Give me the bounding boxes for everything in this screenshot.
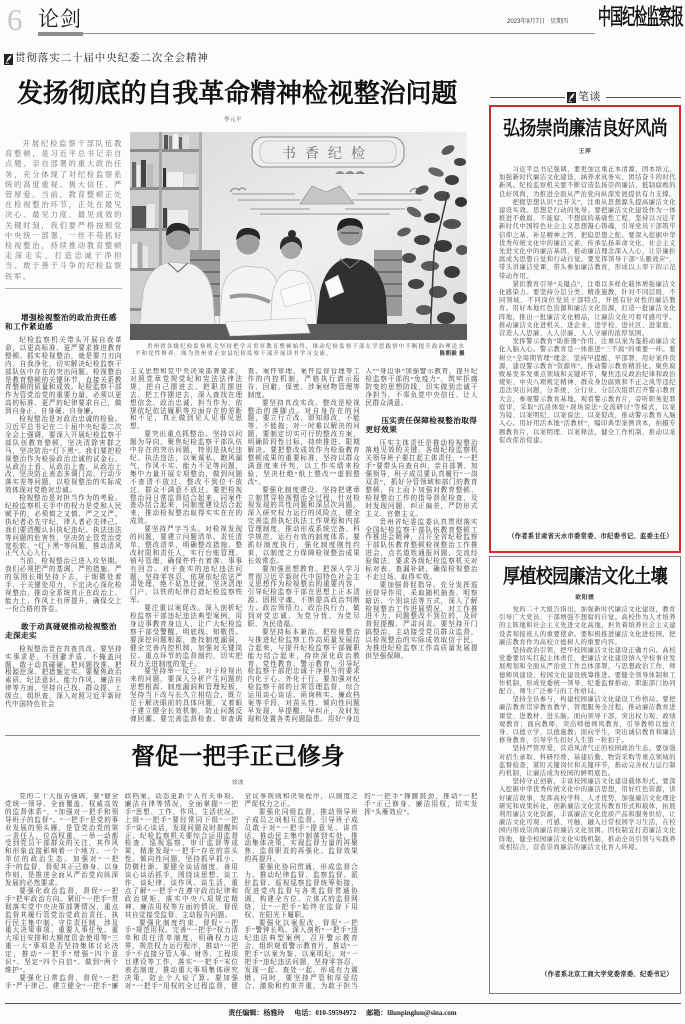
column-label-text: 笔谈 bbox=[578, 91, 601, 103]
sign-text: 书香纪检 bbox=[282, 147, 374, 162]
sidebar-article-2-title: 厚植校园廉洁文化土壤 bbox=[503, 565, 667, 587]
sidebar-article-2-byline: 欧阳媛 bbox=[575, 595, 595, 601]
section-heading: 压实责任保障检视整治取得更好效果 bbox=[365, 415, 478, 434]
sidebar-article-1-body bbox=[499, 166, 676, 530]
paragraph: 党的二十大报告指出，加强新时代廉洁文化建设，教育引导广大党员、干部增强不想腐的自觉。高校作为人才培养的主阵地和社会主义先进文化高地，担负着培养社会主义建设者和接班人的重要使命。要积极推进廉洁文化进校园，把廉洁教育作为高校立德树人的重要内容。 bbox=[499, 606, 676, 646]
issue-date bbox=[507, 18, 568, 26]
paragraph: 要强化政治监督，督促“一把手”把牢政治方向。紧盯“一把手”贯彻落实党中央决策部署情况，重点监督其履行管党治党政治责任、执行民主集中制、守住责任制，涉及重大决策事项、重要人事任免、重大项目安排和大额度资金使用等“三重一大”事项是否坚持集体讨论决定，推动“一把手”增强“四个意识”、坚定“四个自信”、做到“两个维护”。 bbox=[5, 887, 119, 974]
topic-kicker bbox=[4, 53, 209, 65]
lead-article-title: 发扬彻底的自我革命精神检视整治问题 bbox=[17, 79, 458, 108]
paragraph: 要加强思想教育。把深入学习贯彻习近平新时代中国特色社会主义思想作为检视整治的重要内容，引导纪检监察干部在思想上正本清源、固根守魂，不断提高政治判断力、政治领悟力、政治执行力，做到对党忠诚、为党分忧、为党尽职、为民造福。 bbox=[247, 565, 361, 628]
lead-article-byline: 李元平 bbox=[223, 117, 242, 123]
article-divider bbox=[5, 735, 480, 736]
kicker-text: 贯彻落实二十届中央纪委二次全会精神 bbox=[15, 53, 209, 64]
paragraph: 当前，检视整治已进入攻坚期。我们必须把严的基调、严的措施、严的氛围长期坚持下去，于细微处着手、于关键处用力，下定决心深化检视整治，推动全系统真正在政治上、能力上、作风上有所提升，确保交上一份合格的答卷。 bbox=[5, 558, 122, 613]
intro-divider bbox=[5, 288, 122, 289]
photo-reading-session bbox=[130, 132, 467, 340]
paragraph: 检视整治贵在真查真改。要坚持实事求是，不回避矛盾、不掩盖问题，敢于动真碰硬，把问题找准、把根源挖深、把措施定实。要聚焦政治素质、纪法意识、能力作风、廉洁自律等方面，坚持自己找、群众提、上级点、组织查，深入对照习近平新时代中国特色社会 bbox=[5, 645, 122, 709]
paragraph: 要强化以案促改，督促“一把手”警钟长鸣。深入剖析“一把手”违纪违法典型案例，召开警示教育会，组织观看警示教育片，推动“一把手”以案为鉴、以案明纪。对“一把手”违纪违法问题，坚持零容忍，发现一起、查处一起，形成有力震慑。同时，要坚持严管和厚爱结合、激励和约束并重，为敢于担当的“一把手”撑腰鼓劲，推动“一把手”正己修身、廉洁用权，切实发挥“头雁效应”。 bbox=[244, 793, 478, 990]
section-name: 论剑 bbox=[38, 7, 82, 31]
photo-credit: 陈朝毅 摄 bbox=[439, 351, 465, 358]
lead-article-intro: 开展纪检监察干部队伍教育整顿，是习近平总书记亲自点题、亲自部署的重大政治任务，充分体现了对纪检监察系统的高度重视、极大信任、严管厚爱。当前，教育整顿正处在检视整治环节，正处在最见决心、最见力度、最见成效的关键时刻，我们要严格按照党中央统一部署，一丝不苟抓好检视整治，持续推动教育整顿走深走实，打造忠诚干净担当、敢于善于斗争的纪检监察铁军。 bbox=[5, 139, 123, 281]
lead-article-left-column bbox=[5, 313, 122, 731]
second-article-body-columns bbox=[5, 793, 478, 995]
paragraph: 党的二十大报告强调，要“健全党统一领导、全面覆盖、权威高效的监督体系”，“加强对一把手和领导班子的监督”。“一把手”是党的事业发展的领头雁，是管党治党的第一责任人，位高权重，一举一动都受到党员干部群众的关注，其作风和形象直接影响着一个地方、一个单位的政治生态。加强对“一把手”的监督，督促其正己修身、以身作则，是推进全面从严治党向纵深发展的必然要求。 bbox=[5, 793, 119, 887]
paragraph: 坚持严管厚爱，营造风清气正的校园政治生态。要加强对招生录取、科研经费、基建后勤、物资采购等重点领域的监督检查，紧盯关键岗位和关键环节，推动完善权力运行制约机制，让廉洁成为校园的鲜明底色。 bbox=[499, 745, 676, 778]
date-text: 2023年9月7日 bbox=[507, 19, 546, 25]
photo-caption bbox=[135, 344, 465, 359]
label-rule-right bbox=[606, 97, 681, 98]
sidebar-article-1-author-note: （作者系甘肃省天水市委常委、市纪委书记、监委主任） bbox=[508, 533, 673, 540]
paragraph: 要突出重点抓整治。坚持以问题为导向，聚焦纪检监察干部队伍中存在的突出问题，特别是执纪违纪、执法违法，以案谋私、跑风漏气，作风不实、能力不足等问题，集中力量开展专项整治，做到问题不查清不放过、整改不到位不放过、群众不满意不放过。要把检视整治同日常监督结合起来，同案件查办结合起来，同制度建设结合起来，推动检视整治取得实实在在的成效。 bbox=[130, 431, 243, 526]
paragraph: 检视整治是对政治忠诚的检验。习近平总书记在二十届中央纪委二次全会上强调，要深入开展纪检监察干部队伍教育整顿，坚决清除害群之马，坚决防治“灯下黑”。我们要把检视整治作为检验政治忠诚的试金石，从政治上看、从政治上查、从政治上改，坚决防止表态多调门高、行动少落实差等问题，以检视整治的实际成效体现对党绝对忠诚。 bbox=[5, 416, 122, 495]
paragraph: 要强化制度建设。坚持把建章立制贯穿检视整治全过程，针对检视发现的共性问题和深层次问题，深入研究权力运行的风险点，健全完善监督执纪执法工作规程和内部管理制度，推动形成系统完备、科学规范、运行有效的制度体系。要抓好制度执行，强化制度刚性约束，以制度之力保障检视整治成果长效常态。 bbox=[247, 486, 361, 565]
section-underline-bar bbox=[38, 32, 83, 36]
page-footer bbox=[0, 1009, 685, 1018]
footer-rule bbox=[5, 1003, 681, 1004]
page-number: 6 bbox=[7, 2, 23, 37]
label-rule-left bbox=[490, 97, 565, 98]
footer-phone: 电话：010-59594972 bbox=[294, 1009, 357, 1017]
second-article-title: 督促一把手正己修身 bbox=[131, 744, 345, 770]
paragraph: 检视整治是对担当作为的考验。纪检监察机关手中的权力是党和人民赋予的，必须慎之又慎、严之又严。执纪者必先守纪，律人者必先律己。我们要清醒认识执纪违纪、执法违法等问题的危害性，坚决防止管党治党宽松软、“灯下黑”等问题，推动清风正气入心入行。 bbox=[5, 495, 122, 558]
quill-pen-icon bbox=[4, 54, 13, 65]
paragraph: 要强化协同贯通，形成监督合力。推动纪律监督、监察监督、派驻监督、巡视巡察监督统筹衔接，促进党内监督与各类监督贯通协调，构建全方位、立体式的监督网络，让“一把手”始终在监督下用权、在阳光下履职。 bbox=[244, 864, 359, 919]
sidebar-article-1-title: 弘扬崇尚廉洁良好风尚 bbox=[503, 117, 667, 139]
newspaper-masthead-logo: 中国纪检监察报 bbox=[598, 6, 683, 32]
paragraph: 要坚持举一反三。对于检视出来的问题，要深入分析产生问题的思想根源、制度漏洞和管理短板，坚持当下改与长久立相结合，既立足于解决眼前的具体问题，又着眼于建立健全长效机制，防止问题反弹回潮。要完善监督检查、审查调查、案件审理、案件监督管理等工作的内控机制，严格执行请示报告、回避、保密、涉案财物管理等制度。 bbox=[130, 368, 361, 723]
paragraph-continued: 主义思想和党中央决策部署要求，对照党章党规党纪和宪法法律法规，把自己摆进去、把职责摆进去、把工作摆进去，深入查找在理想信念、政治忠诚、担当作为、依规依纪依法履职等方面存在的差距和不足，真正做到见人见事见思想。 bbox=[130, 368, 243, 431]
footer-editor: 责任编辑：杨雅玲 bbox=[228, 1009, 285, 1017]
paragraph: 纪检监察机关带头开展自我革命，以更高标准、更严要求推进教育整顿、抓实检视整治，就是要刀刃向内、自我净化，切实解决纪检监察干部队伍中存在的突出问题。检视整治是教育整顿的关键环节，直接关系教育整顿的质量和成效。纪检监察干部作为管党治党的重要力量，必须以更高的标准、更严的纪律要求自己，做到自身正、自身硬、自身廉。 bbox=[5, 337, 122, 416]
paragraph: 坚持政治引领，把牢校园廉洁文化建设正确方向。高校党委要切实扛起主体责任，把廉洁文化建设纳入学校事业发展规划和全面从严治党工作总体部署，与思想政治工作、师德师风建设、校园文化建设统筹推进。要健全领导体制和工作机制，形成党委统一领导、纪委监督推动、职能部门协同配合、师生广泛参与的工作格局。 bbox=[499, 647, 676, 696]
sidebar-article-2-body bbox=[499, 606, 676, 968]
footer-email: 邮箱：lilunpinglun@sina.com bbox=[366, 1009, 457, 1017]
paragraph: 要加强督促指导。充分发挥巡回督导作用，采取随机抽查、明察暗访、个别谈话等方式，深入了解检视整治工作进展情况，对工作推进不力、问题整改不到位的，及时督促提醒、严肃问责。要坚持开门搞整治，主动接受党员群众监督，以检视整治的实际成效取信于民，为推进纪检监察工作高质量发展提供坚强保障。 bbox=[365, 581, 478, 660]
header-rule bbox=[83, 33, 595, 34]
paragraph: 压实主体责任是推动检视整治落地见效的关键。各级纪检监察机关领导班子要扛起主体责任，“一把手”要带头自查自纠，亲自部署、加强领导，班子成员要认真履行“一岗双责”，抓好分管领域和部门的教育整顿，自上而下加强对教育整顿、检视整治工作的指导督促检查，及时发现问题、纠正偏差，严防形式主义、官僚主义。 bbox=[365, 439, 478, 518]
paragraph: 要坚持严字当头。对检视发现的问题，要建立问题清单、责任清单、整改清单，明确整改措施、整改时限和责任人，实行台账管理、销号管理，确保件件有着落、事事有回音。对于查实的违纪违法问题，坚持零容忍，依规依纪依法严肃处理，绝不姑息迁就，坚决清理门户，以铁的纪律打造纪检监察铁军。 bbox=[130, 526, 243, 605]
lead-article-body-columns bbox=[130, 368, 478, 731]
second-article-byline: 徐波 bbox=[231, 780, 244, 786]
lead-article-photo bbox=[130, 132, 467, 340]
paragraph: 要强化制度约束，督促“一把手”规范用权。完善“一把手”权力清单和责任清单制度，明确权力边界，规范权力运行程序，推动“一把手”不直接分管人事、财务、工程项目建设等工作，落实“一把手”末位表态制度，推动重大事项集体研究决策，防止个人说了算。要加强对“一把手”用权的全过程监督，健全议事规则和决策程序，以制度之严促权力之正。 bbox=[124, 793, 359, 990]
paragraph: 要坚持标本兼治。把检视整治与推进纪检监察工作高质量发展结合起来，与提升纪检监察干部履职能力结合起来，持续深化政治教育、党性教育、警示教育，引导纪检监察干部把忠诚干净担当的要求内化于心、外化于行。要加强对纪检监察干部的日常管理监督，综合运用谈心谈话、函询核实、廉政档案等手段，对苗头性、倾向性问题早发现、早提醒、早纠正，及时发现和处置各类问题隐患。用好“身边人”“身边事”加强警示教育，提升纪检监察干部的“免疫力”，筑牢拒腐防变的思想防线，切实做到忠诚干净担当，不辜负党中央信任、让人民群众满意。 bbox=[247, 368, 478, 723]
paragraph: 习近平总书记强调，要更加注重正本清源、固本培元，加强新时代廉洁文化建设，涵养求真务实、团结奋斗的时代新风。纪检监察机关要不断营造弘扬崇尚廉洁、抵制腐败的良好风尚，为推进全面从严治党向纵深发展提供有力支撑。 bbox=[499, 166, 676, 198]
quill-pen-icon bbox=[567, 92, 576, 103]
paragraph: 要坚持真改实改。整改是检视整治的落脚点。对自身存在的问题，要立行立改、即知即改，不能等、不能拖；对一时难以解决的问题，要制定切实可行的整改方案，明确阶段性目标，持续推进、限期解决。要把整改成效作为检验教育整顿成果的重要标准，坚持以群众满意度来评判，以工作实绩来检验，坚决杜绝“纸上整改”“虚假整改”。 bbox=[247, 399, 361, 486]
weekday-text: 星期四 bbox=[550, 19, 569, 25]
paragraph: 坚持守正创新，丰富校园廉洁文化建设载体形式。要深入挖掘中华优秀传统文化中的廉洁思想，用好红色资源，讲好廉洁故事，发挥高校学科、人才优势，加强廉洁文化理论研究和成果转化，创新廉洁文化宣传教育形式和载体，拓展利用廉洁文化资源，丰富廉洁文化优质产品和服务供给，让廉洁文化可观、可感、可触，融入日常校园学习生活，在校园内形成崇尚廉洁的廉洁文化氛围。因校制宜打造廉洁文化阵地，健全校园廉洁文化实践机制，推动全员引领与实践养成相结合，营造崇尚廉洁的廉洁文化育人环境。 bbox=[499, 778, 676, 851]
sidebar-article-2-author-note: （作者系北京工商大学党委常委、纪委书记） bbox=[541, 971, 673, 978]
section-heading: 增强检视整治的政治责任感和工作紧迫感 bbox=[5, 313, 117, 331]
sidebar-article-1-byline: 王萍 bbox=[578, 149, 592, 155]
paragraph: 要强化日常监督，督促“一把手”严于律己。建立健全“一把手”廉政档案，动态更新个人有关事项、廉洁自律等情况，全面掌握“一把手”思想、工作、作风、生活状况。上级“一把手”要经常同下级“一把手”谈心谈话，发现问题及时提醒纠正。纪检监察机关要综合运用监督检查、巡视巡察、审计监督等成果，精准发现“一把手”存在的苗头性、倾向性问题，坚持抓早抓小、防微杜渐。要健全谈话制度，善用谈心谈话抓手，围绕谈思想、谈工作、谈纪律、谈作风、谈生活，重点了解“一把手”在遵守政治纪律和政治规矩、落实中央八项规定精神、廉洁用权等方面的情况，督促其自觉接受监督、主动报告问题。 bbox=[5, 793, 239, 990]
paragraph: 要强化同级监督，推动领导班子成员之间相互监督。引导班子成员敢于对“一把手”提意见、讲真话，推动民主集中制落到实处，推动集体决策，实现监督力量的再聚焦、监督职责的再强化、监督效果的再提升。 bbox=[244, 808, 359, 864]
section-heading: 敢于动真碰硬推动检视整治走深走实 bbox=[5, 621, 117, 640]
paragraph: 坚持全员参与，构建校园廉洁文化建设工作格局。要把廉洁教育贯穿教育教学、管理服务全过程，推动廉洁教育进课堂、进教材、进头脑。面向领导干部，突出权力观、政绩观教育；面向教师，突出师德师风教育，引导教师以德立身、以德立学、以德施教；面向学生，突出诚信教育和廉洁修身教育，引导学生扣好人生第一粒扣子。 bbox=[499, 696, 676, 745]
paragraph: 把握思想认识“总开关”，注重从思想源头提高廉洁文化建设实效。思想是行动的先导。要把廉洁文化建设作为一体推进不敢腐、不能腐、不想腐的基础性工程，坚持以习近平新时代中国特色社会主义思想凝心铸魂，引导党员干部筑牢信仰之基、补足精神之钙、把稳思想之舵。要深入挖掘中华优秀传统文化中的廉洁元素，传承弘扬革命文化、社会主义先进文化中的廉洁基因，推动廉洁理念深入人心，让崇廉拒腐成为思想自觉和行动自觉。要发挥领导干部“头雁效应”，带头讲廉洁党课、带头参加廉洁教育，形成以上率下的示范带动作用。 bbox=[499, 198, 676, 280]
paragraph: 紧扣教育引导“关键点”，注重以多样化载体增强廉洁文化感染力。要坚持分层分类、精准施教，针对不同层级、不同领域、不同岗位党员干部特点，开展有针对性的廉洁教育。用好本地红色资源和廉洁文化资源，打造一批廉洁文化阵地，推出一批廉洁文化精品，让廉洁文化可看可感可学。推动廉洁文化进机关、进企业、进学校、进社区、进家庭，营造人人思廉、人人崇廉、人人守廉的浓厚氛围。 bbox=[499, 280, 676, 338]
paragraph: 发挥警示教育“助推器”作用，注重以案为鉴推动廉洁文化入脑入心。警示教育是一体推进“三不腐”的重要一环。要树立“全周期管理”理念，坚持早提醒、早部署，用好案件资源，建设警示教育“资源库”，推动警示教育精准化。聚焦腐败易发多发重点领域和关键环节，聚焦违反政治纪律和政治规矩、中央八项规定精神、群众身边腐败和不正之风等违纪违法突出问题，分系统、分行业、分层次组织召开警示教育大会，参观警示教育基地，观看警示教育片，旁听职务犯罪庭审，采取“沉浸体验+现场说法+交流研讨”等模式，以案为镜、以案明纪、以案说法、以案促改，推动警示教育入脑入心。用好用活本地“活教材”，编印典型案例读本，拍摄专题教育片，以案明理、以案释法，健全工作机制，推动以案促改促治促建。 bbox=[499, 338, 676, 444]
paragraph: 要注重以案促改。深入剖析纪检监察干部违纪违法典型案例，用身边事教育身边人，让广大纪检监察干部受警醒、明底线、知敬畏。要深挖问题根源，查找制度漏洞，健全完善内控机制，加强对关键岗位、重点环节的监督制约，切实把权力关进制度的笼子。 bbox=[130, 605, 243, 668]
column-label-bitan bbox=[490, 91, 681, 104]
paragraph: 贵州省纪委监委认真贯彻落实全国纪检监察干部队伍教育整顿工作推进会精神，召开全省纪检监察干部队伍教育整顿检视整治工作推进会，点名道姓通报问题，交流经验做法，要求各级纪检监察机关对标对表、查漏补缺，确保检视整治不走过场、取得实效。 bbox=[365, 518, 478, 581]
caption-text: 贵州省各级纪检监察机关坚持把学习贯穿教育整顿始终，推动纪检监察干部在学思践悟中不断提升政治理论水平和党性修养。图为贵州省正安县纪检监察干部开展读书学习交流。 bbox=[135, 344, 465, 358]
